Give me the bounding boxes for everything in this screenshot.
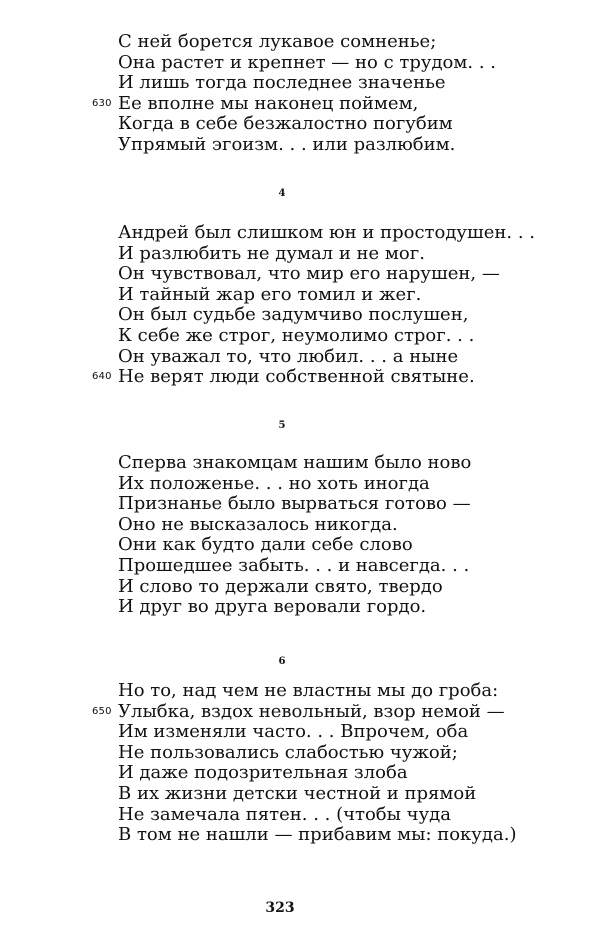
verse-text: Улыбка, вздох невольный, взор немой — (118, 700, 505, 722)
verse-line (0, 515, 600, 536)
verse-line (0, 597, 600, 618)
verse-text: С ней борется лукавое сомненье; (118, 31, 437, 52)
verse-line (0, 264, 600, 285)
verse-text: И тайный жар его томил и жег. (118, 283, 422, 305)
verse-text: Когда в себе безжалостно погубим (118, 113, 453, 135)
verse-line (0, 32, 600, 53)
verse-line (0, 73, 600, 94)
verse-text: И друг во друга веровали гордо. (118, 596, 427, 618)
verse-line (0, 244, 600, 265)
stanza-section-4 (0, 223, 600, 388)
verse-text: В том не нашли — прибавим мы: покуда.) (118, 824, 517, 846)
line-number: 640 (92, 371, 112, 383)
verse-text: Ее вполне мы наконец поймем, (118, 92, 419, 114)
verse-line (0, 763, 600, 784)
stanza-opening (0, 32, 600, 156)
verse-text: И слово то держали свято, твердо (118, 575, 443, 597)
verse-text: Андрей был слишком юн и простодушен. . . (118, 222, 535, 243)
verse-line (0, 367, 600, 388)
verse-text: Не верят люди собственной святыне. (118, 366, 475, 388)
line-number: 650 (92, 705, 112, 717)
verse-text: Им изменяли часто. . . Впрочем, оба (118, 721, 469, 743)
verse-line (0, 722, 600, 743)
verse-line (0, 53, 600, 74)
verse-line (0, 784, 600, 805)
stanza-section-5 (0, 453, 600, 618)
line-number: 630 (92, 97, 112, 109)
verse-line (0, 223, 600, 244)
verse-line (0, 535, 600, 556)
verse-line (0, 326, 600, 347)
verse-text: Прошедшее забыть. . . и навсегда. . . (118, 554, 470, 576)
verse-line (0, 743, 600, 764)
page-number: 323 (265, 900, 295, 916)
verse-line (0, 474, 600, 495)
verse-line (0, 453, 600, 474)
verse-line (0, 805, 600, 826)
verse-line (0, 305, 600, 326)
verse-line (0, 135, 600, 156)
verse-line (0, 577, 600, 598)
verse-text: Он чувствовал, что мир его нарушен, — (118, 263, 500, 285)
verse-line (0, 681, 600, 702)
verse-text: Но то, над чем не властны мы до гроба: (118, 680, 499, 701)
stanza-section-6 (0, 681, 600, 846)
verse-line (0, 494, 600, 515)
verse-line (0, 94, 600, 115)
verse-text: Он уважал то, что любил. . . а ныне (118, 345, 459, 367)
verse-line (0, 556, 600, 577)
verse-text: В их жизни детски честной и прямой (118, 782, 477, 804)
section-number-6: 6 (278, 656, 286, 667)
verse-line (0, 702, 600, 723)
verse-text: Оно не высказалось никогда. (118, 513, 398, 535)
verse-text: Их положенье. . . но хоть иногда (118, 472, 430, 494)
verse-text: И лишь тогда последнее значенье (118, 72, 446, 94)
verse-line (0, 347, 600, 368)
verse-line (0, 114, 600, 135)
verse-text: И разлюбить не думал и не мог. (118, 242, 425, 264)
verse-text: Не пользовались слабостью чужой; (118, 741, 458, 763)
verse-line (0, 285, 600, 306)
section-number-5: 5 (278, 420, 286, 431)
section-number-4: 4 (278, 188, 286, 199)
verse-text: Упрямый эгоизм. . . или разлюбим. (118, 133, 456, 155)
verse-text: Она растет и крепнет — но с трудом. . . (118, 51, 496, 73)
verse-text: Он был судьбе задумчиво послушен, (118, 304, 469, 326)
verse-text: Не замечала пятен. . . (чтобы чуда (118, 803, 451, 825)
verse-line (0, 825, 600, 846)
verse-text: Признанье было вырваться готово — (118, 493, 471, 515)
verse-text: К себе же строг, неумолимо строг. . . (118, 324, 475, 346)
verse-text: Они как будто дали себе слово (118, 534, 413, 556)
verse-text: И даже подозрительная злоба (118, 762, 408, 784)
verse-text: Сперва знакомцам нашим было ново (118, 452, 472, 473)
